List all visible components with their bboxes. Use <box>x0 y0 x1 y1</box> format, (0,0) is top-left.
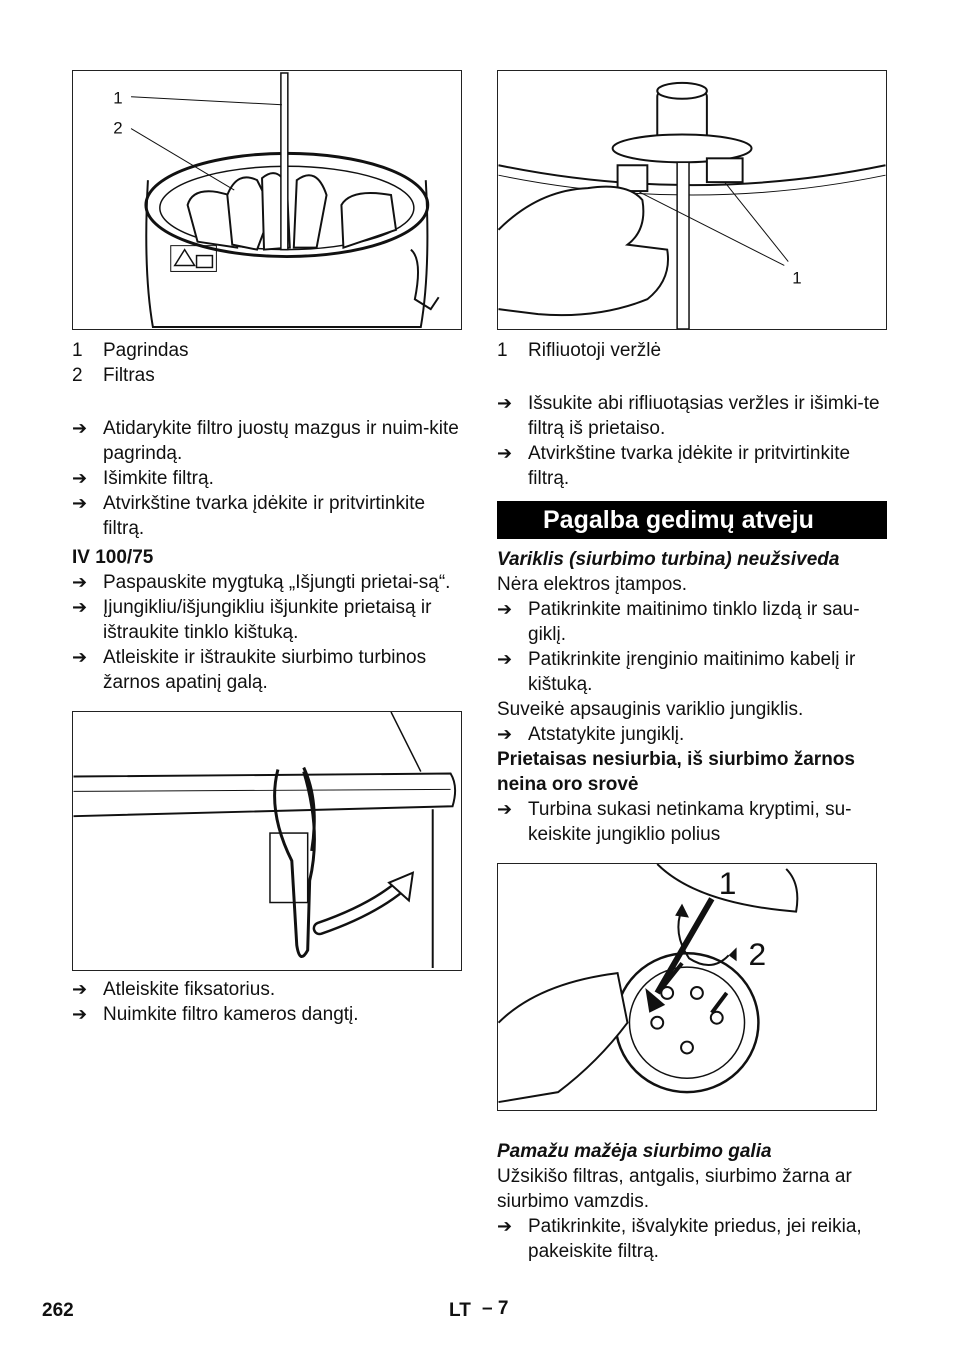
instruction-list <box>72 977 462 1027</box>
model-subheading: IV 100/75 <box>72 547 154 568</box>
instruction-step: ➔ Atleiskite ir ištraukite siurbimo turbinos žarnos apatinį galą. <box>72 647 427 693</box>
arrow-right-icon: ➔ <box>497 649 513 669</box>
arrow-right-icon: ➔ <box>497 599 513 619</box>
instruction-list <box>72 416 462 541</box>
instruction-list <box>72 570 462 695</box>
instruction-step: ➔ Patikrinkite, išvalykite priedus, jei reikia, pakeiskite filtrą. <box>497 1216 862 1262</box>
fault-title: Variklis (siurbimo turbina) neužsiveda <box>497 549 840 570</box>
figure-plug-poles <box>497 863 877 1111</box>
knurled-nut-illustration <box>498 71 886 329</box>
arrow-right-icon: ➔ <box>72 468 88 488</box>
instruction-step: ➔ Atstatykite jungiklį. <box>497 724 685 745</box>
instruction-step: ➔ Išimkite filtrą. <box>72 468 214 489</box>
legend-figure-1 <box>72 338 462 388</box>
arrow-right-icon: ➔ <box>72 647 88 667</box>
instruction-step: ➔ Patikrinkite įrenginio maitinimo kabelį ir kištuką. <box>497 649 856 695</box>
fault-title: Pamažu mažėja siurbimo galia <box>497 1141 772 1162</box>
arrow-right-icon: ➔ <box>72 493 88 513</box>
arrow-right-icon: ➔ <box>72 597 88 617</box>
arrow-right-icon: ➔ <box>497 724 513 744</box>
instruction-list <box>497 391 887 491</box>
right-column <box>497 70 887 1264</box>
fault-cause: Užsikišo filtras, antgalis, siurbimo žarna ar siurbimo vamzdis. <box>497 1166 852 1212</box>
instruction-step: ➔ Atleiskite fiksatorius. <box>72 979 276 1000</box>
callout-2: 2 <box>748 936 767 973</box>
instruction-step: ➔ Paspauskite mygtuką „Išjungti prietai-są“. <box>72 572 451 593</box>
language-code: LT <box>449 1300 471 1321</box>
section-page: – 7 <box>482 1298 509 1319</box>
instruction-step: ➔ Atvirkštine tvarka įdėkite ir pritvirtinkite filtrą. <box>72 493 426 539</box>
latch-illustration <box>73 712 461 970</box>
legend-figure-2 <box>497 338 887 363</box>
callout-2: 2 <box>113 118 123 138</box>
fault-cause: Nėra elektros įtampos. <box>497 574 688 595</box>
instruction-step: ➔ Atidarykite filtro juostų mazgus ir nuim-kite pagrindą. <box>72 418 459 464</box>
arrow-right-icon: ➔ <box>497 443 513 463</box>
figure-knurled-nut <box>497 70 887 330</box>
arrow-right-icon: ➔ <box>497 393 513 413</box>
legend-item: 1 Pagrindas <box>72 340 189 361</box>
arrow-right-icon: ➔ <box>72 418 88 438</box>
filter-container-illustration <box>73 71 461 329</box>
arrow-right-icon: ➔ <box>497 1216 513 1236</box>
callout-1: 1 <box>792 268 802 288</box>
arrow-right-icon: ➔ <box>497 799 513 819</box>
arrow-right-icon: ➔ <box>72 979 88 999</box>
figure-filter-container <box>72 70 462 330</box>
callout-1: 1 <box>718 864 737 901</box>
instruction-step: ➔ Turbina sukasi netinkama kryptimi, su-keiskite jungiklio polius <box>497 799 852 845</box>
fault-cause: Suveikė apsauginis variklio jungiklis. <box>497 699 804 720</box>
legend-item: 1 Rifliuotoji veržlė <box>497 340 662 361</box>
fault-title: Prietaisas nesiurbia, iš siurbimo žarnos neina oro srovė <box>497 749 855 795</box>
instruction-step: ➔ Išsukite abi rifliuotąsias veržles ir išimki-te filtrą iš prietaiso. <box>497 393 880 439</box>
page-number: 262 <box>42 1300 74 1321</box>
instruction-list <box>497 597 887 697</box>
instruction-step: ➔ Patikrinkite maitinimo tinklo lizdą ir sau-giklį. <box>497 599 860 645</box>
plug-poles-illustration <box>498 864 876 1110</box>
instruction-step: ➔ Atvirkštine tvarka įdėkite ir pritvirtinkite filtrą. <box>497 443 851 489</box>
callout-1: 1 <box>113 88 123 108</box>
arrow-right-icon: ➔ <box>72 572 88 592</box>
left-column <box>72 70 462 1027</box>
figure-latch <box>72 711 462 971</box>
instruction-step: ➔ Nuimkite filtro kameros dangtį. <box>72 1004 359 1025</box>
arrow-right-icon: ➔ <box>72 1004 88 1024</box>
section-heading-banner: Pagalba gedimų atveju <box>497 501 887 539</box>
legend-item: 2 Filtras <box>72 365 155 386</box>
instruction-step: ➔ Įjungikliu/išjungikliu išjunkite prietaisą ir ištraukite tinklo kištuką. <box>72 597 432 643</box>
